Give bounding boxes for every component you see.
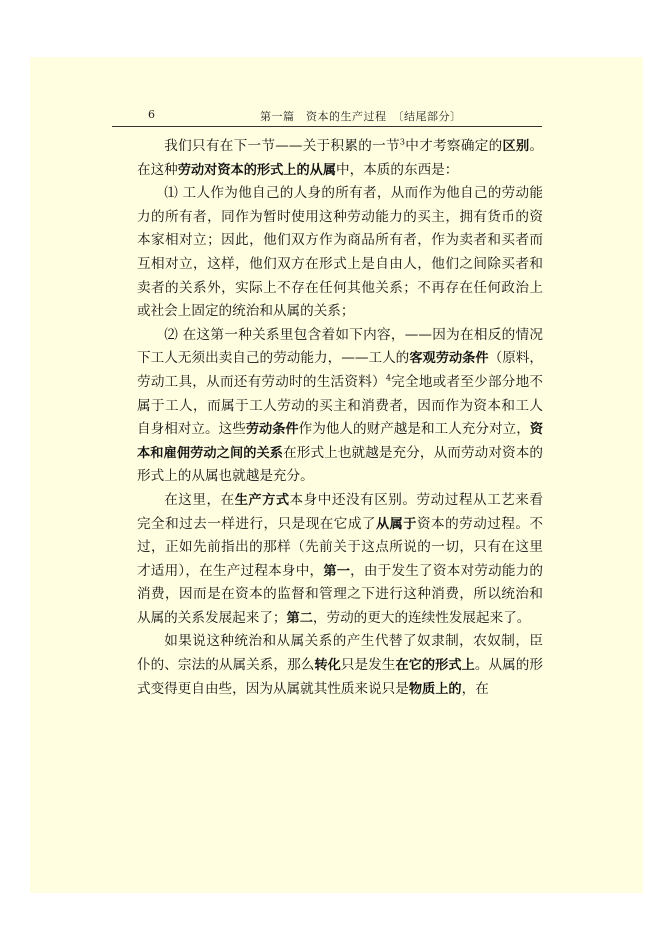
- text-run: ，在: [461, 680, 489, 697]
- paragraph: [137, 182, 543, 324]
- body-text: [137, 135, 543, 701]
- header-rule: [112, 126, 542, 127]
- emphasis-text: 从属于: [376, 516, 417, 532]
- emphasis-text: 劳动条件: [245, 422, 299, 438]
- text-run: ，由于发生了资本对劳动能力的消费，因而是在资本的监督和管理之下进行这种消费，所以统治和从属的关系发展起来了；: [137, 562, 544, 626]
- running-header: [112, 106, 542, 124]
- emphasis-text: 在它的形式上: [395, 658, 475, 674]
- footnote-marker: 3: [399, 137, 405, 147]
- text-run: 本身中还没有区别。劳动过程从工艺来看完全和过去一样进行，只是现在它成了: [137, 491, 543, 532]
- emphasis-text: 第一: [323, 563, 351, 579]
- emphasis-text: 劳动对资本的形式上的从属: [177, 162, 337, 178]
- emphasis-text: 第二: [286, 610, 313, 626]
- text-run: 。从属的形式变得更自由些，因为从属就其性质来说只是: [137, 657, 544, 697]
- emphasis-text: 生产方式: [234, 492, 290, 508]
- text-run: 中才考察确定的: [405, 138, 503, 154]
- text-run: 如果说这种统治和从属关系的产生代替了奴隶制，农奴制，臣仆的、宗法的从属关系，那么: [137, 633, 543, 674]
- emphasis-text: 资本和雇佣劳动之间的关系: [137, 422, 544, 461]
- emphasis-text: 客观劳动条件: [409, 351, 489, 367]
- paragraph: [137, 489, 543, 631]
- text-run: 我们只有在下一节——关于积累的一节: [164, 138, 400, 154]
- text-run: 资本的劳动过程。不过，正如先前指出的那样（先前关于这点所说的一切，只有在这里才适用），在生产过程本身中，: [137, 515, 544, 579]
- text-run: ，劳动的更大的连续性发展起来了。: [312, 609, 531, 626]
- text-run: 。在这种: [137, 138, 544, 178]
- emphasis-text: 物质上的: [408, 681, 462, 697]
- text-run: 在这里，在: [164, 491, 235, 508]
- paragraph: [137, 135, 543, 182]
- text-run: 中，本质的东西是：: [336, 161, 459, 178]
- emphasis-text: 区别: [502, 139, 530, 154]
- text-run: 只是发生: [340, 657, 396, 674]
- paragraph: [137, 324, 543, 489]
- text-run: 在形式上也就越是充分，从而劳动对资本的形式上的从属也就越是充分。: [137, 444, 544, 485]
- emphasis-text: 转化: [314, 658, 341, 674]
- text-run: （原料，劳动工具，从而还有劳动时的生活资料）: [137, 350, 544, 390]
- footnote-marker: 4: [385, 373, 391, 383]
- page-number: 6: [148, 108, 155, 121]
- text-run: 完全地或者至少部分地不属于工人，而属于工人劳动的买主和消费者，因而作为资本和工人自身相对立。这些: [137, 373, 544, 438]
- paragraph: [137, 630, 543, 701]
- running-title: 第一篇 资本的生产过程 〔结尾部分〕: [260, 110, 462, 123]
- text-run: 作为他人的财产越是和工人充分对立，: [298, 421, 530, 438]
- text-run: ⑵ 在这第一种关系里包含着如下内容，——因为在相反的情况下工人无须出卖自己的劳动能力，——工人的: [137, 326, 543, 367]
- text-run: ⑴ 工人作为他自己的人身的所有者，从而作为他自己的劳动能力的所有者，同作为暂时使用这种劳动能力的买主，拥有货币的资本家相对立；因此，他们双方作为商品所有者，作为卖者和买者而互相对立，这样，他们双方在形式上是自由人，他们之间除买者和卖者的关系外，实际上不存在任何其他关系；不再存在任何政治上或社会上固定的统治和从属的关系；: [137, 185, 543, 320]
